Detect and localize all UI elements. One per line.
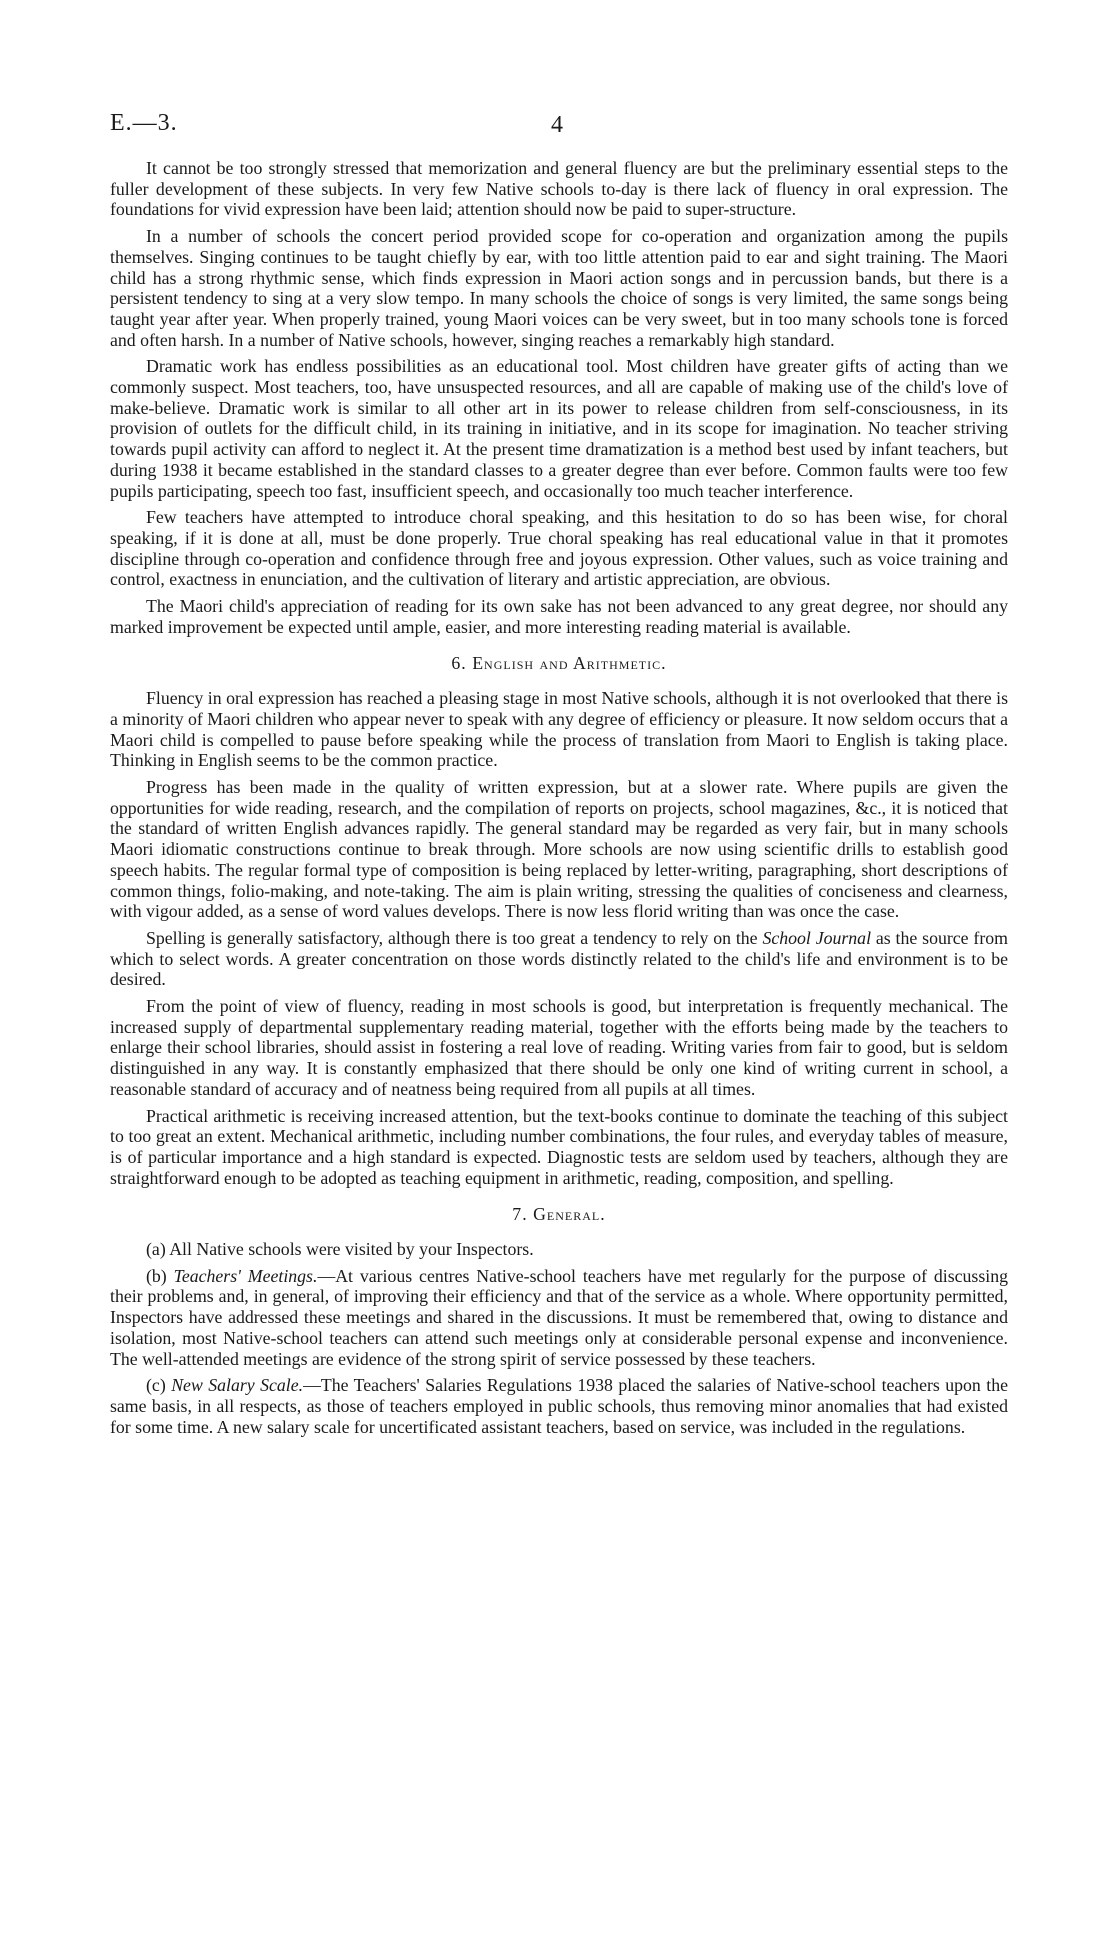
section-heading-general: 7. General. [512, 1204, 606, 1225]
body-text [110, 158, 1008, 1443]
list-item-visits: (a) All Native schools were visited by your Inspectors. [146, 1239, 534, 1260]
item-title: Teachers' Meetings. [173, 1265, 318, 1286]
paragraph-memorization: It cannot be too strongly stressed that memorization and general fluency are but the preliminary essential steps to the fuller development of these subjects. In very few Native schools to-day is there lack of fluency in oral expression. The foundations for vivid expression have been laid; attention should now be paid to super-structure. [110, 158, 1008, 220]
document-reference: E.—3. [110, 110, 178, 136]
paragraph-dramatic-work: Dramatic work has endless possibilities as an educational tool. Most children have greater gifts of acting than we commonly suspect. Most teachers, too, have unsuspected resources, and all are capable of making use of the child's love of make-believe. Dramatic work is similar to all other art in its power to release children from self-consciousness, in its provision of outlets for the difficult child, in its training in initiative, and in its scope for imagination. No teacher striving towards pupil activity can afford to neglect it. At the present time dramatization is a method best used by infant teachers, but during 1938 it became established in the standard classes to a greater degree than ever before. Common faults were too few pupils participating, speech too fast, insufficient speech, and occasionally too much teacher interference. [110, 356, 1008, 501]
list-item-salary-scale [110, 1375, 1008, 1437]
list-item-teachers-meetings [110, 1266, 1008, 1370]
school-journal-title: School Journal [762, 927, 872, 948]
paragraph-reading-appreciation: The Maori child's appreciation of reading for its own sake has not been advanced to any great degree, nor should any marked improvement be expected until ample, easier, and more interesting reading material is available. [110, 596, 1008, 637]
paragraph-reading-writing: From the point of view of fluency, reading in most schools is good, but interpretation is frequently mechanical. The increased supply of departmental supplementary reading material, together with the efforts being made by the teachers to enlarge their school libraries, should assist in fostering a real love of reading. Writing varies from fair to good, but is seldom distinguished in any way. It is constantly emphasized that there should be only one kind of writing current in school, a reasonable standard of accuracy and of neatness being required from all pupils at all times. [110, 996, 1008, 1099]
section-heading-english-arithmetic: 6. English and Arithmetic. [451, 653, 667, 674]
paragraph-arithmetic: Practical arithmetic is receiving increased attention, but the text-books continue to dominate the teaching of this subject to too great an extent. Mechanical arithmetic, including number combinations, the four rules, and everyday tables of measure, is of particular importance and a high standard is expected. Diagnostic tests are seldom used by teachers, although they are straightforward enough to be adopted as teaching equipment in arithmetic, reading, composition, and spelling. [110, 1105, 1008, 1188]
spelling-text-start: Spelling is generally satisfactory, although there is too great a tendency to rely on the [146, 927, 763, 948]
paragraph-singing: In a number of schools the concert period provided scope for co-operation and organization among the pupils themselves. Singing continues to be taught chiefly by ear, with too little attention paid to ear and sight training. The Maori child has a strong rhythmic sense, which finds expression in Maori action songs and in percussion bands, but there is a persistent tendency to sing at a very slow tempo. In many schools the choice of songs is very limited, the same songs being taught year after year. When properly trained, young Maori voices can be very sweet, but in too many schools tone is forced and often harsh. In a number of Native schools, however, singing reaches a remarkably high standard. [110, 226, 1008, 350]
item-title: New Salary Scale. [171, 1375, 304, 1396]
item-text: —The Teachers' Salaries Regulations 1938 placed the salaries of Native-school teachers upon the same basis, in all respects, as those of teachers employed in public schools, thus removing minor anomalies that had existed for some time. A new salary scale for uncertificated assistant teachers, based on service, was included in the regulations. [110, 1375, 1008, 1437]
page-number: 4 [551, 112, 563, 138]
page-header [110, 110, 1004, 140]
paragraph-oral-fluency: Fluency in oral expression has reached a pleasing stage in most Native schools, although it is not overlooked that there is a minority of Maori children who appear never to speak with any degree of efficiency or pleasure. It now seldom occurs that a Maori child is compelled to pause before speaking while the process of translation from Maori to English is taking place. Thinking in English seems to be the common practice. [110, 688, 1008, 771]
paragraph-written-expression: Progress has been made in the quality of written expression, but at a slower rate. Where pupils are given the opportunities for wide reading, research, and the compilation of reports on projects, school magazines, &c., it is noticed that the standard of written English advances rapidly. The general standard may be regarded as very fair, but in many schools Maori idiomatic constructions continue to break through. More schools are now using scientific drills to establish good speech habits. The regular formal type of composition is being replaced by letter-writing, paragraphing, short descriptions of common things, folio-making, and note-taking. The aim is plain writing, stressing the qualities of conciseness and clearness, with vigour added, as a sense of word values develops. There is now less florid writing than was once the case. [110, 776, 1008, 922]
paragraph-spelling [110, 928, 1008, 990]
item-label: (b) [146, 1265, 174, 1286]
paragraph-choral-speaking: Few teachers have attempted to introduce choral speaking, and this hesitation to do so has been wise, for choral speaking, if it is done at all, must be done properly. True choral speaking has real educational value in that it promotes discipline through co-operation and confidence through free and joyous expression. Other values, such as voice training and control, exactness in enunciation, and the cultivation of literary and artistic appreciation, are obvious. [110, 507, 1008, 590]
item-text: —At various centres Native-school teachers have met regularly for the purpose of discussing their problems and, in general, of improving their efficiency and that of the service as a whole. Where opportunity permitted, Inspectors have addressed these meetings and shared in the discussions. It must be remembered that, owing to distance and isolation, most Native-school teachers can attend such meetings only at considerable personal expense and inconvenience. The well-attended meetings are evidence of the strong spirit of service possessed by these teachers. [110, 1265, 1008, 1369]
item-label: (c) [146, 1375, 172, 1396]
spelling-text-end: as the source from which to select words. A greater concentration on those words distinctly related to the child's life and environment is to be desired. [110, 927, 1008, 990]
